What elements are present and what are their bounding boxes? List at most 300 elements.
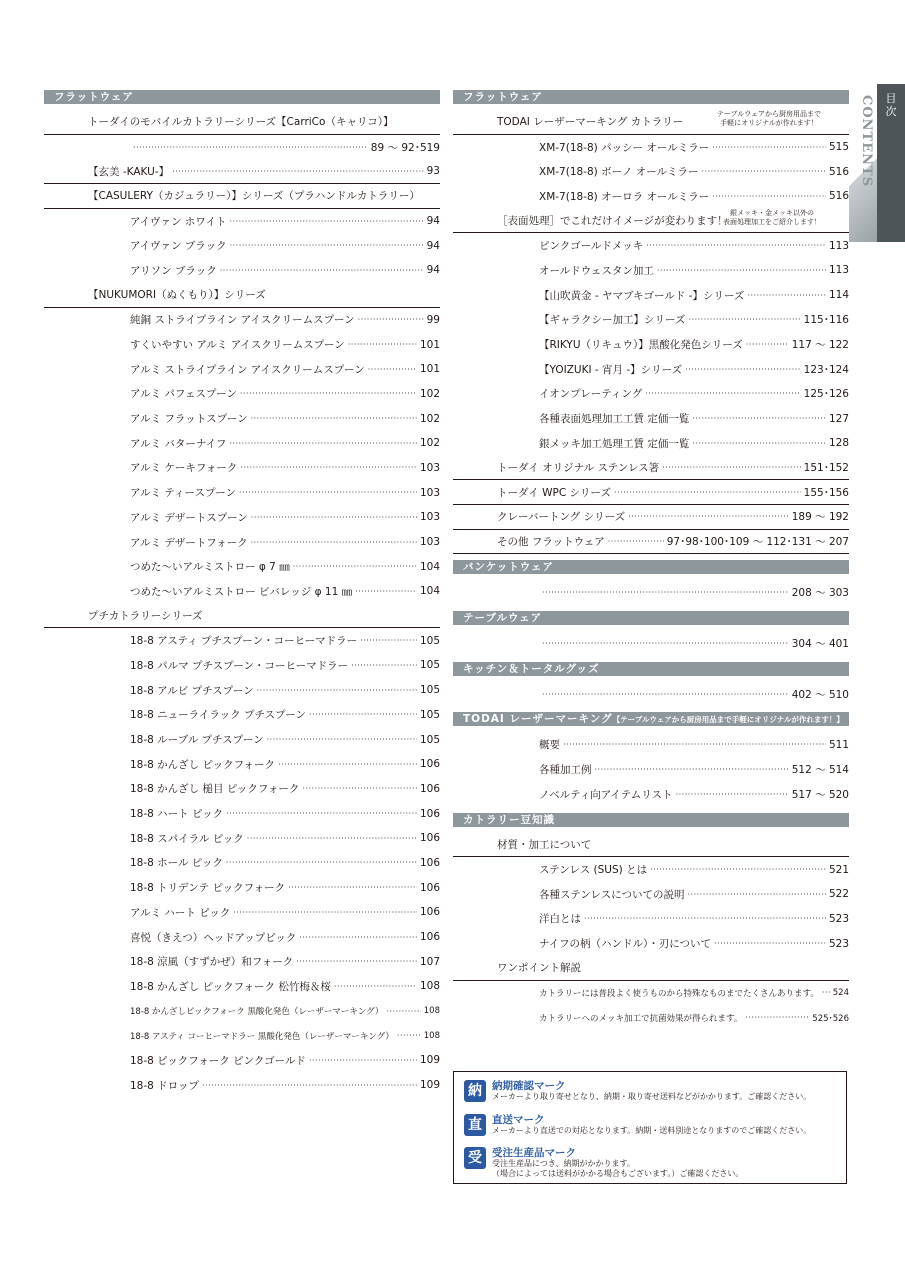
- leader-dots: [202, 1081, 417, 1090]
- toc-title: ワンポイント解説: [497, 962, 581, 975]
- toc-entry[interactable]: [453, 907, 849, 932]
- toc-title: XM-7(18-8) ボーノ オールミラー: [539, 166, 699, 179]
- section-header: [453, 611, 849, 625]
- toc-entry[interactable]: [44, 258, 440, 283]
- toc-entry[interactable]: [44, 1023, 440, 1048]
- toc-title: 18-8 ルーブル プチスプーン: [130, 734, 264, 747]
- leader-dots: [702, 167, 826, 176]
- leader-dots: [309, 1056, 417, 1065]
- toc-title: アルミ デザートフォーク: [130, 536, 248, 549]
- toc-entry[interactable]: [453, 382, 849, 407]
- section-header-label: フラットウェア: [54, 91, 134, 103]
- toc-heading[interactable]: [44, 604, 440, 629]
- direct-mark-icon: 直: [464, 1114, 486, 1136]
- leader-dots: [386, 1007, 420, 1016]
- toc-page: 208 ～ 303: [791, 587, 849, 600]
- toc-title: プチカトラリーシリーズ: [88, 610, 203, 623]
- section-header: [453, 90, 849, 104]
- toc-entry[interactable]: [453, 757, 849, 782]
- toc-page: 93: [426, 165, 440, 178]
- toc-page: 117 ～ 122: [791, 339, 849, 352]
- section-header-label: カトラリー豆知識: [463, 813, 555, 826]
- leader-dots: [251, 513, 417, 522]
- toc-title: 材質・加工について: [497, 838, 592, 851]
- toc-title: ナイフの柄（ハンドル）・刃について: [539, 938, 711, 951]
- leader-dots: [299, 933, 417, 942]
- leader-dots: [614, 488, 801, 497]
- toc-title: アルミ パフェスプーン: [130, 388, 237, 401]
- leader-dots: [240, 389, 417, 398]
- leader-dots: [358, 315, 424, 324]
- leader-dots: [542, 690, 789, 699]
- toc-page: 89 ～ 92･519: [370, 141, 440, 154]
- toc-title: カトラリーには普段よく使うものから特殊なものまでたくさんあります。: [539, 988, 819, 999]
- toc-title: ピンクゴールドメッキ: [539, 240, 644, 253]
- toc-title: 【玄美 -KAKU-】: [88, 165, 170, 178]
- toc-title: アルミ ストライプライン アイスクリームスプーン: [130, 363, 365, 376]
- toc-entry[interactable]: [453, 233, 849, 258]
- toc-heading[interactable]: [453, 833, 849, 858]
- toc-page: 101: [419, 363, 440, 376]
- toc-page: 125･126: [803, 388, 849, 401]
- toc-entry[interactable]: [44, 357, 440, 382]
- toc-page: 101: [419, 338, 440, 351]
- toc-entry[interactable]: [453, 981, 849, 1006]
- leader-dots: [293, 562, 417, 571]
- toc-page: 524: [832, 987, 849, 998]
- toc-page: 106: [419, 906, 440, 919]
- toc-title: すくいやすい アルミ アイスクリームスプーン: [130, 339, 345, 352]
- toc-title: オールドウェスタン加工: [539, 264, 654, 277]
- leader-dots: [645, 389, 800, 398]
- toc-title: ［表面処理］でこれだけイメージが変わります！: [497, 215, 728, 228]
- toc-title: 18-8 アスティ コーヒーマドラー 黒酸化発色（レーザーマーキング）: [130, 1031, 394, 1042]
- leader-dots: [348, 340, 417, 349]
- toc-entry[interactable]: [44, 678, 440, 703]
- toc-page: 106: [419, 856, 440, 869]
- toc-entry[interactable]: [44, 999, 440, 1024]
- leader-dots: [628, 512, 789, 521]
- toc-title: アイヴァン ホワイト: [130, 215, 227, 228]
- toc-title: 銀メッキ加工処理工賃 定価一覧: [539, 437, 690, 450]
- toc-title: トーダイ オリジナル ステンレス箸: [497, 461, 660, 474]
- toc-page: 94: [426, 239, 440, 252]
- toc-title: 18-8 ハート ピック: [130, 808, 224, 821]
- toc-title: 【RIKYU（リキュウ）】黒酸化発色シリーズ: [539, 339, 743, 352]
- toc-page: 521: [828, 863, 849, 876]
- toc-heading[interactable]: [44, 110, 440, 135]
- toc-title: 【CASULERY（カジュラリー）】シリーズ（プラハンドルカトラリー）: [88, 190, 420, 203]
- toc-page: 511: [828, 738, 849, 751]
- toc-entry[interactable]: [44, 653, 440, 678]
- toc-entry[interactable]: [453, 406, 849, 431]
- right-column: [453, 84, 849, 1030]
- toc-entry[interactable]: [44, 382, 440, 407]
- leader-dots: [309, 710, 417, 719]
- toc-entry[interactable]: [453, 135, 849, 160]
- toc-title: XM-7(18-8) オーロラ オールミラー: [539, 190, 710, 203]
- toc-page: 103: [419, 461, 440, 474]
- toc-title: 各種表面処理加工工賃 定価一覧: [539, 413, 690, 426]
- leader-dots: [650, 865, 826, 874]
- toc-page: 106: [419, 931, 440, 944]
- toc-title: トーダイ WPC シリーズ: [497, 486, 611, 499]
- toc-title: XM-7(18-8) パッシー オールミラー: [539, 141, 710, 154]
- leader-dots: [714, 939, 826, 948]
- leader-dots: [251, 414, 417, 423]
- leader-dots: [688, 315, 800, 324]
- toc-entry[interactable]: [44, 505, 440, 530]
- leader-dots: [676, 790, 789, 799]
- section-header-label: バンケットウェア: [463, 561, 554, 574]
- toc-entry[interactable]: [453, 857, 849, 882]
- leader-dots: [360, 636, 417, 645]
- toc-heading[interactable]: [453, 456, 849, 481]
- toc-title: アルミ フラットスプーン: [130, 413, 248, 426]
- leader-dots: [334, 982, 417, 991]
- toc-page: 523: [828, 937, 849, 950]
- legend-desc: メーカーより直送での対応となります。納期・送料別途となりますのでご確認ください。: [492, 1126, 812, 1135]
- toc-page: 102: [419, 412, 440, 425]
- toc-entry[interactable]: [44, 406, 440, 431]
- toc-entry[interactable]: [44, 579, 440, 604]
- toc-entry[interactable]: [44, 530, 440, 555]
- leader-dots: [230, 241, 424, 250]
- toc-page: 105: [419, 733, 440, 746]
- toc-page: 97･98･100･109 ～ 112･131 ～ 207: [666, 536, 849, 549]
- toc-heading[interactable]: [453, 530, 849, 555]
- leader-dots: [247, 834, 417, 843]
- leader-dots: [608, 537, 664, 546]
- toc-entry[interactable]: [453, 882, 849, 907]
- toc-page: 103: [419, 511, 440, 524]
- toc-heading[interactable]: [44, 283, 440, 308]
- toc-page: 189 ～ 192: [791, 511, 849, 524]
- toc-page: 127: [828, 412, 849, 425]
- leader-dots: [657, 266, 826, 275]
- toc-entry[interactable]: [453, 782, 849, 807]
- toc-page: 108: [423, 1006, 440, 1017]
- leader-dots: [302, 784, 417, 793]
- toc-title: つめた～いアルミストロー ビバレッジ φ 11 ㎜: [130, 585, 353, 598]
- leader-dots: [542, 639, 789, 648]
- toc-entry[interactable]: [44, 826, 440, 851]
- toc-entry[interactable]: [453, 258, 849, 283]
- toc-entry[interactable]: [44, 233, 440, 258]
- toc-heading[interactable]: [453, 209, 849, 234]
- leader-dots: [251, 538, 417, 547]
- leader-dots: [397, 1031, 421, 1040]
- toc-page: 113: [828, 239, 849, 252]
- toc-page: 523: [828, 912, 849, 925]
- toc-page: 94: [426, 215, 440, 228]
- leader-dots: [220, 266, 424, 275]
- tab-label-jp: 目次: [885, 92, 897, 118]
- leader-dots: [692, 414, 826, 423]
- toc-title: TODAI レーザーマーキング カトラリー: [497, 116, 684, 129]
- toc-page: 108: [423, 1030, 440, 1041]
- toc-title: アリソン ブラック: [130, 264, 217, 277]
- toc-page: 105: [419, 708, 440, 721]
- leader-dots: [745, 1013, 809, 1022]
- section-header-label: TODAI レーザーマーキング: [463, 713, 613, 726]
- toc-page: 114: [828, 289, 849, 302]
- leader-dots: [267, 735, 417, 744]
- left-column: [44, 84, 440, 1098]
- section-header-label: フラットウェア: [463, 91, 543, 103]
- toc-entry[interactable]: [453, 431, 849, 456]
- toc-page: 102: [419, 437, 440, 450]
- section-header-label: テーブルウェア: [463, 612, 543, 625]
- toc-page: 525･526: [812, 1013, 849, 1024]
- toc-heading[interactable]: [453, 480, 849, 505]
- toc-title: 【ギャラクシー加工】シリーズ: [539, 314, 686, 327]
- leader-dots: [226, 858, 417, 867]
- toc-entry[interactable]: [453, 732, 849, 757]
- toc-page: 105: [419, 659, 440, 672]
- section-header: [453, 813, 849, 827]
- toc-page: 107: [419, 955, 440, 968]
- toc-page: 516: [828, 190, 849, 203]
- toc-heading[interactable]: [453, 505, 849, 530]
- toc-heading[interactable]: [453, 110, 849, 135]
- leader-dots: [685, 365, 801, 374]
- toc-entry[interactable]: [44, 431, 440, 456]
- toc-title: 18-8 アスティ プチスプーン・コーヒーマドラー: [130, 635, 358, 648]
- toc-title: 18-8 スパイラル ピック: [130, 832, 244, 845]
- leader-dots: [229, 439, 417, 448]
- toc-title: 洋白とは: [539, 913, 581, 926]
- leader-dots: [747, 291, 826, 300]
- toc-title: 【YOIZUKI - 宵月 -】シリーズ: [539, 363, 683, 376]
- toc-entry[interactable]: [44, 456, 440, 481]
- toc-page: 103: [419, 536, 440, 549]
- toc-title: 18-8 ドロップ: [130, 1079, 199, 1092]
- toc-page: 155･156: [803, 486, 849, 499]
- toc-page: 106: [419, 758, 440, 771]
- toc-entry[interactable]: [453, 357, 849, 382]
- toc-page: 522: [828, 888, 849, 901]
- toc-title: ノベルティ向アイテムリスト: [539, 788, 673, 801]
- toc-page: 516: [828, 165, 849, 178]
- toc-entry[interactable]: [44, 900, 440, 925]
- toc-entry[interactable]: [44, 777, 440, 802]
- toc-page: 102: [419, 387, 440, 400]
- tab-label-en: CONTENTS: [859, 95, 874, 188]
- leader-dots: [257, 686, 417, 695]
- toc-title: 各種ステンレスについての説明: [539, 888, 685, 901]
- toc-entry[interactable]: [453, 159, 849, 184]
- toc-heading[interactable]: [453, 956, 849, 981]
- toc-page: 128: [828, 437, 849, 450]
- leader-dots: [712, 143, 826, 152]
- leader-dots: [278, 760, 417, 769]
- legend-title: 直送マーク: [492, 1114, 545, 1126]
- legend-desc: 受注生産品につき、納期がかかります。 （場合によっては送料がかかる場合もございます。）ご確認ください。: [492, 1159, 744, 1178]
- toc-page: 106: [419, 832, 440, 845]
- toc-title: 概要: [539, 739, 560, 752]
- toc-entry[interactable]: [453, 184, 849, 209]
- toc-title: 喜悦（きえつ）ヘッドアップピック: [130, 931, 297, 944]
- toc-title: 18-8 かんざし 槌目 ピックフォーク: [130, 783, 300, 796]
- toc-heading[interactable]: [44, 159, 440, 184]
- legend-item-delivery: [464, 1080, 811, 1102]
- legend-box: [453, 1071, 847, 1184]
- toc-page: 108: [419, 980, 440, 993]
- section-header-label: キッチン＆トータルグッズ: [463, 662, 600, 675]
- toc-entry[interactable]: [44, 308, 440, 333]
- toc-title: 【NUKUMORI（ぬくもり）】シリーズ: [88, 289, 266, 302]
- toc-entry[interactable]: [453, 580, 849, 605]
- toc-title: 18-8 かんざし ピックフォーク 松竹梅＆桜: [130, 980, 331, 993]
- leader-dots: [646, 241, 826, 250]
- leader-dots: [133, 143, 368, 152]
- leader-dots: [563, 740, 826, 749]
- toc-title: アルミ ケーキフォーク: [130, 462, 238, 475]
- section-header-note: 【テーブルウェアから厨房用品まで手軽にオリジナルが作れます！】: [612, 715, 844, 725]
- toc-page: 402 ～ 510: [791, 688, 849, 701]
- toc-entry[interactable]: [44, 875, 440, 900]
- leader-dots: [662, 463, 801, 472]
- toc-entry[interactable]: [453, 631, 849, 656]
- leader-dots: [692, 439, 826, 448]
- section-header: [453, 662, 849, 676]
- section-header: [453, 712, 849, 726]
- toc-entry[interactable]: [44, 974, 440, 999]
- toc-entry[interactable]: [44, 703, 440, 728]
- section-header: [453, 560, 849, 574]
- toc-page: 103: [419, 486, 440, 499]
- leader-dots: [233, 908, 417, 917]
- toc-title: つめた～いアルミストロー φ 7 ㎜: [130, 561, 290, 574]
- toc-title: ステンレス (SUS) とは: [539, 864, 648, 877]
- toc-page: 515: [828, 141, 849, 154]
- toc-title: トーダイのモバイルカトラリーシリーズ【CarriCo（キャリコ）】: [88, 116, 394, 129]
- toc-entry[interactable]: [44, 801, 440, 826]
- toc-entry[interactable]: [453, 1005, 849, 1030]
- leader-dots: [687, 890, 825, 899]
- delivery-mark-icon: 納: [464, 1080, 486, 1102]
- toc-title: カトラリーへのメッキ加工で抗菌効果が得られます。: [539, 1013, 743, 1024]
- toc-title: イオンプレーティング: [539, 388, 643, 401]
- toc-title: 18-8 涼風（すずかぜ）和フォーク: [130, 956, 294, 969]
- toc-entry[interactable]: [44, 332, 440, 357]
- toc-page: 105: [419, 684, 440, 697]
- leader-dots: [296, 957, 417, 966]
- toc-note: テーブルウェアから厨房用品まで 手軽にオリジナルが作れます！: [716, 110, 821, 127]
- toc-note: 銀メッキ・金メッキ以外の 表面処理加工をご紹介します！: [723, 208, 821, 226]
- toc-page: 106: [419, 782, 440, 795]
- toc-title: 18-8 ホール ピック: [130, 857, 223, 870]
- toc-page: 105: [419, 634, 440, 647]
- leader-dots: [172, 167, 424, 176]
- toc-title: 【山吹黄金 - ヤマブキゴールド -】シリーズ: [539, 289, 745, 302]
- leader-dots: [240, 463, 417, 472]
- leader-dots: [368, 365, 417, 374]
- toc-entry[interactable]: [44, 554, 440, 579]
- toc-page: 304 ～ 401: [791, 637, 849, 650]
- toc-title: 18-8 パルマ プチスプーン・コーヒーマドラー: [130, 659, 349, 672]
- leader-dots: [822, 988, 830, 997]
- toc-entry[interactable]: [44, 851, 440, 876]
- toc-entry[interactable]: [44, 209, 440, 234]
- toc-entry[interactable]: [453, 931, 849, 956]
- toc-page: 99: [426, 313, 440, 326]
- toc-page: 106: [419, 881, 440, 894]
- legend-title: 納期確認マーク: [492, 1080, 566, 1092]
- toc-heading[interactable]: [44, 184, 440, 209]
- toc-page: 512 ～ 514: [791, 763, 849, 776]
- toc-page: 94: [426, 264, 440, 277]
- legend-item-direct: [464, 1114, 811, 1136]
- legend-desc: メーカーより取り寄せとなり、納期・取り寄せ送料などがかかります。ご確認ください。: [492, 1092, 812, 1101]
- section-header: [44, 90, 440, 104]
- leader-dots: [229, 217, 423, 226]
- leader-dots: [355, 587, 417, 596]
- toc-title: アルミ ティースプーン: [130, 487, 237, 500]
- toc-entry[interactable]: [44, 752, 440, 777]
- toc-title: 各種加工例: [539, 763, 592, 776]
- leader-dots: [595, 765, 789, 774]
- toc-entry[interactable]: [453, 332, 849, 357]
- toc-entry[interactable]: [44, 135, 440, 160]
- toc-title: 18-8 ニューライラック プチスプーン: [130, 709, 307, 722]
- legend-title: 受注生産品マーク: [492, 1147, 576, 1159]
- leader-dots: [351, 661, 417, 670]
- leader-dots: [712, 192, 826, 201]
- toc-title: 18-8 トリデンテ ピックフォーク: [130, 882, 286, 895]
- toc-page: 106: [419, 807, 440, 820]
- leader-dots: [542, 588, 789, 597]
- toc-entry[interactable]: [44, 727, 440, 752]
- toc-title: アルミ ハート ピック: [130, 906, 231, 919]
- toc-title: 18-8 ピックフォーク ピンクゴールド: [130, 1054, 306, 1067]
- toc-page: 151･152: [803, 461, 849, 474]
- toc-page: 123･124: [803, 363, 849, 376]
- leader-dots: [584, 914, 826, 923]
- toc-title: アルミ バターナイフ: [130, 437, 227, 450]
- legend-item-order: [464, 1147, 743, 1179]
- toc-title: 18-8 アルビ プチスプーン: [130, 684, 254, 697]
- leader-dots: [239, 488, 417, 497]
- toc-page: 115･116: [803, 314, 849, 327]
- toc-title: 18-8 かんざし ピックフォーク: [130, 758, 276, 771]
- toc-entry[interactable]: [44, 1048, 440, 1073]
- toc-entry[interactable]: [44, 628, 440, 653]
- toc-page: 517 ～ 520: [791, 788, 849, 801]
- toc-title: クレーバートング シリーズ: [497, 511, 626, 524]
- toc-entry[interactable]: [44, 480, 440, 505]
- toc-entry[interactable]: [44, 1073, 440, 1098]
- toc-entry[interactable]: [44, 949, 440, 974]
- order-mark-icon: 受: [464, 1147, 486, 1169]
- toc-page: 109: [419, 1079, 440, 1092]
- toc-page: 113: [828, 264, 849, 277]
- toc-title: アイヴァン ブラック: [130, 240, 227, 253]
- toc-page: 104: [419, 560, 440, 573]
- toc-title: 18-8 かんざしピックフォーク 黒酸化発色（レーザーマーキング）: [130, 1007, 384, 1018]
- toc-title: 純銅 ストライプライン アイスクリームスプーン: [130, 314, 355, 327]
- leader-dots: [746, 340, 789, 349]
- toc-page: 109: [419, 1054, 440, 1067]
- toc-entry[interactable]: [453, 308, 849, 333]
- toc-title: アルミ デザートスプーン: [130, 511, 248, 524]
- toc-page: 104: [419, 585, 440, 598]
- toc-entry[interactable]: [453, 283, 849, 308]
- toc-entry[interactable]: [453, 682, 849, 707]
- toc-entry[interactable]: [44, 925, 440, 950]
- toc-title: その他 フラットウェア: [497, 536, 605, 549]
